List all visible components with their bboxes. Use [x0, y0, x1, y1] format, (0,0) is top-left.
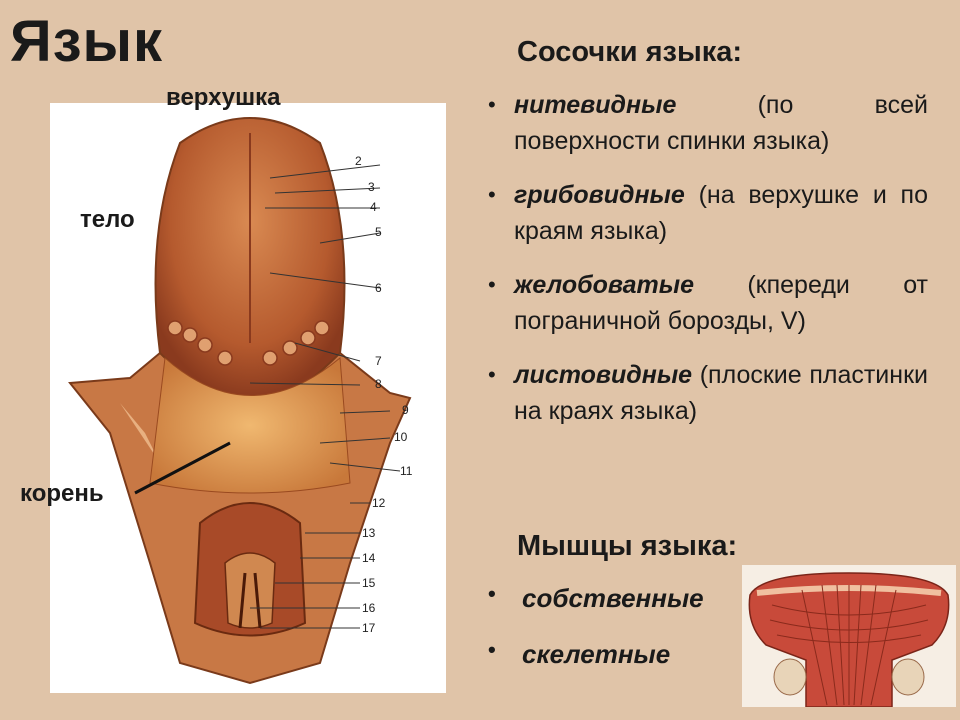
figure-number: 5	[375, 225, 382, 239]
figure-number: 8	[375, 377, 382, 391]
figure-number: 14	[362, 551, 376, 565]
figure-number: 9	[402, 403, 409, 417]
muscles-list	[488, 580, 704, 692]
tongue-illustration	[50, 103, 446, 693]
figure-number: 15	[362, 576, 376, 590]
tongue-muscles-figure	[742, 565, 956, 707]
page-title: Язык	[10, 9, 164, 74]
papillae-list	[488, 87, 928, 447]
figure-number: 6	[375, 281, 382, 295]
figure-number: 3	[368, 180, 375, 194]
label-body: тело	[80, 206, 135, 233]
list-item	[488, 177, 928, 249]
papillae-heading: Сосочки языка:	[517, 36, 743, 68]
papilla-desc: (кпереди от пограничной борозды, V)	[514, 271, 928, 335]
papilla-desc: (на верхушке и по краям языка)	[514, 181, 928, 245]
figure-number: 4	[370, 200, 377, 214]
label-apex: верхушка	[166, 84, 281, 111]
papilla-term: желобоватые	[514, 271, 695, 299]
figure-number: 7	[375, 354, 382, 368]
label-root: корень	[20, 480, 104, 507]
muscle-cross-section	[742, 565, 956, 707]
figure-number: 16	[362, 601, 376, 615]
list-item	[488, 267, 928, 339]
list-item	[488, 87, 928, 159]
papilla-desc: (плоские пластинки на краях языка)	[514, 361, 928, 425]
figure-number: 11	[400, 464, 413, 478]
list-item: • собственные	[488, 580, 704, 616]
figure-number: 12	[372, 496, 386, 510]
list-item: • скелетные	[488, 636, 704, 672]
papilla-term: грибовидные	[514, 181, 685, 209]
papilla-term: нитевидные	[514, 91, 677, 119]
tongue-anatomy-figure	[50, 103, 446, 693]
muscles-heading: Мышцы языка:	[517, 530, 738, 562]
papilla-term: листовидные	[514, 361, 693, 389]
figure-number: 10	[394, 430, 408, 444]
figure-number: 17	[362, 621, 376, 635]
list-item	[488, 357, 928, 429]
figure-number: 13	[362, 526, 376, 540]
papilla-desc: (по всей поверхности спинки языка)	[514, 91, 928, 155]
figure-number: 2	[355, 154, 362, 168]
